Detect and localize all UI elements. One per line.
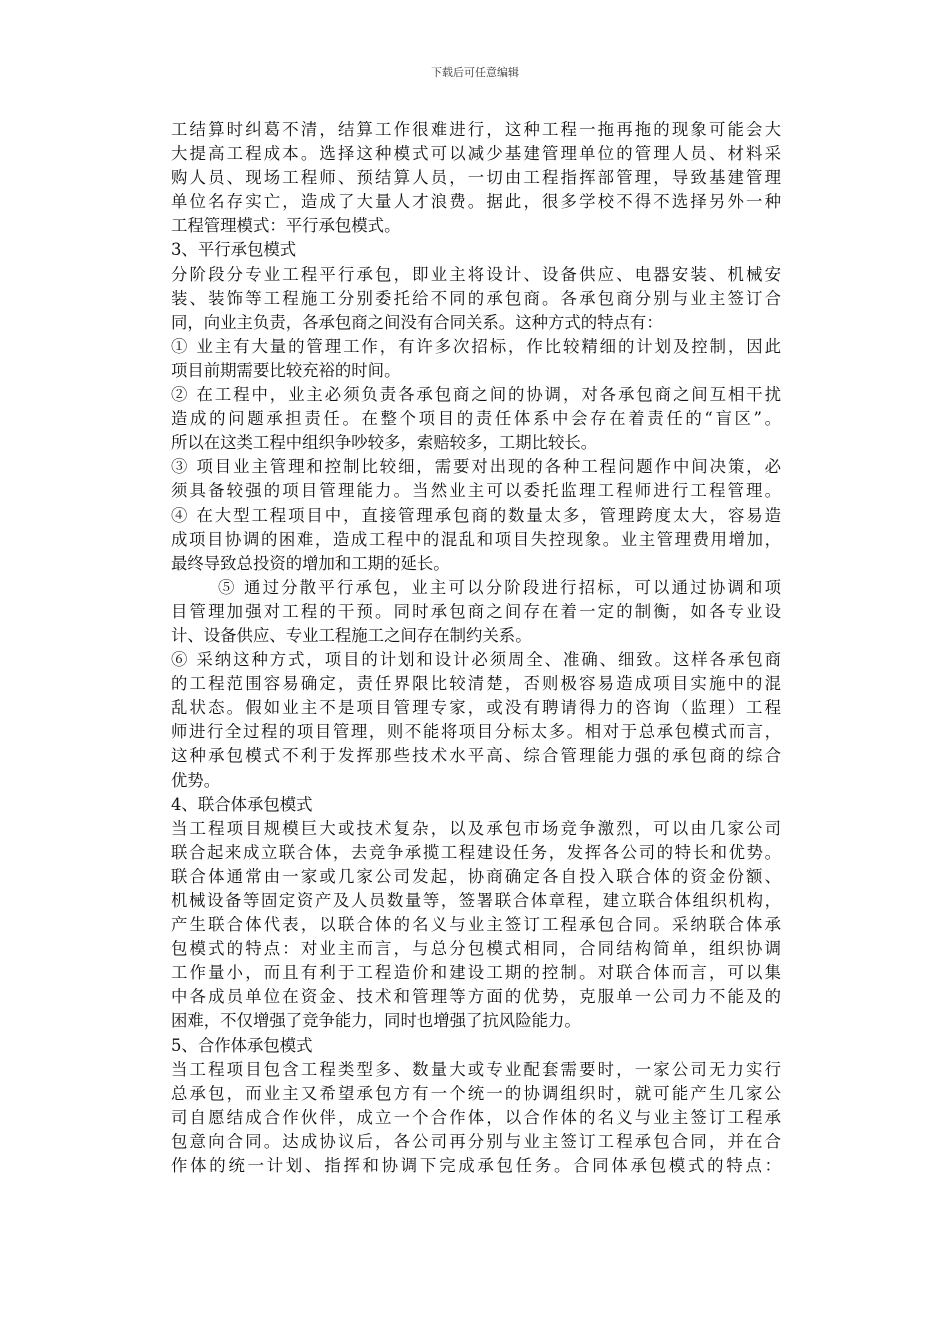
document-body [171,118,781,1178]
text-line: 造成的问题承担责任。在整个项目的责任体系中会存在着责任的“盲区”。 [171,409,781,429]
text-line: 目管理加强对工程的干预。同时承包商之间存在着一定的制衡，如各专业设 [171,601,781,621]
section-heading: 3、平行承包模式 [171,240,297,260]
text-line: 当工程项目包含工程类型多、数量大或专业配套需要时，一家公司无力实行 [171,1059,781,1079]
text-line: ⑥ 采纳这种方式，项目的计划和设计必须周全、准确、细致。这样各承包商 [171,650,781,670]
text-line: 工结算时纠葛不清，结算工作很难进行，这种工程一拖再拖的现象可能会大 [171,120,781,139]
text-line: 乱状态。假如业主不是项目管理专家，或没有聘请得力的咨询（监理）工程 [171,698,781,718]
text-line: ① 业主有大量的管理工作，有许多次招标，作比较精细的计划及控制，因此 [171,336,781,356]
text-line: 须具备较强的项目管理能力。当然业主可以委托监理工程师进行工程管理。 [171,481,781,501]
text-line: 的工程范围容易确定，责任界限比较清楚，否则极容易造成项目实施中的混 [171,674,781,694]
text-line: 大提高工程成本。选择这种模式可以减少基建管理单位的管理人员、材料采 [171,144,781,164]
text-line: 联合体通常由一家或几家公司发起，协商确定各自投入联合体的资金份额、 [171,866,781,886]
text-line: 工程管理模式：平行承包模式。 [171,216,401,236]
text-line: 项目前期需要比较充裕的时间。 [171,360,401,380]
text-line: 产生联合体代表，以联合体的名义与业主签订工程承包合同。采纳联合体承 [171,915,781,935]
text-line: 所以在这类工程中组织争吵较多，索赔较多，工期比较长。 [171,433,598,453]
text-line: ② 在工程中，业主必须负责各承包商之间的协调，对各承包商之间互相干扰 [171,385,781,405]
text-line: 单位名存实亡，造成了大量人才浪费。据此，很多学校不得不选择另外一种 [171,192,781,212]
text-line: 司自愿结成合作伙伴，成立一个合作体，以合作体的名义与业主签订工程承 [171,1107,781,1127]
text-line: 当工程项目规模巨大或技术复杂，以及承包市场竞争激烈，可以由几家公司 [171,818,781,838]
text-line: 优势。 [171,770,221,790]
text-line: 作体的统一计划、指挥和协调下完成承包任务。合同体承包模式的特点： [171,1156,781,1176]
section-heading: 4、联合体承包模式 [171,794,313,814]
text-line: 购人员、现场工程师、预结算人员，一切由工程指挥部管理，导致基建管理 [171,168,781,188]
text-line: 成项目协调的困难，造成工程中的混乱和项目失控现象。业主管理费用增加， [171,529,781,549]
text-line: 这种承包模式不利于发挥那些技术水平高、综合管理能力强的承包商的综合 [171,746,781,766]
section-heading: 5、合作体承包模式 [171,1035,313,1055]
text-line: 最终导致总投资的增加和工期的延长。 [171,553,450,573]
text-line: ⑤ 通过分散平行承包，业主可以分阶段进行招标，可以通过协调和项 [218,577,781,597]
text-line: 困难，不仅增强了竞争能力，同时也增强了抗风险能力。 [171,1011,581,1031]
text-line: 中各成员单位在资金、技术和管理等方面的优势，克服单一公司力不能及的 [171,987,781,1007]
text-line: 工作量小，而且有利于工程造价和建设工期的控制。对联合体而言，可以集 [171,963,781,983]
text-line: 包意向合同。达成协议后，各公司再分别与业主签订工程承包合同，并在合 [171,1131,781,1151]
page-header: 下载后可任意编辑 [431,66,519,79]
text-line: 总承包，而业主又希望承包方有一个统一的协调组织时，就可能产生几家公 [171,1083,781,1103]
text-line: ③ 项目业主管理和控制比较细，需要对出现的各种工程问题作中间决策，必 [171,457,781,477]
text-line: 包模式的特点：对业主而言，与总分包模式相同，合同结构简单，组织协调 [171,939,781,959]
text-line: ④ 在大型工程项目中，直接管理承包商的数量太多，管理跨度太大，容易造 [171,505,781,525]
text-line: 机械设备等固定资产及人员数量等，签署联合体章程，建立联合体组织机构， [171,891,781,910]
text-line: 师进行全过程的项目管理，则不能将项目分标太多。相对于总承包模式而言， [171,722,781,742]
text-line: 计、设备供应、专业工程施工之间存在制约关系。 [171,625,532,645]
text-line: 同，向业主负责，各承包商之间没有合同关系。这种方式的特点有： [171,312,663,332]
text-line: 装、装饰等工程施工分别委托给不同的承包商。各承包商分别与业主签订合 [171,288,781,308]
text-line: 分阶段分专业工程平行承包，即业主将设计、设备供应、电器安装、机械安 [171,264,781,284]
text-line: 联合起来成立联合体，去竞争承揽工程建设任务，发挥各公司的特长和优势。 [171,842,781,862]
